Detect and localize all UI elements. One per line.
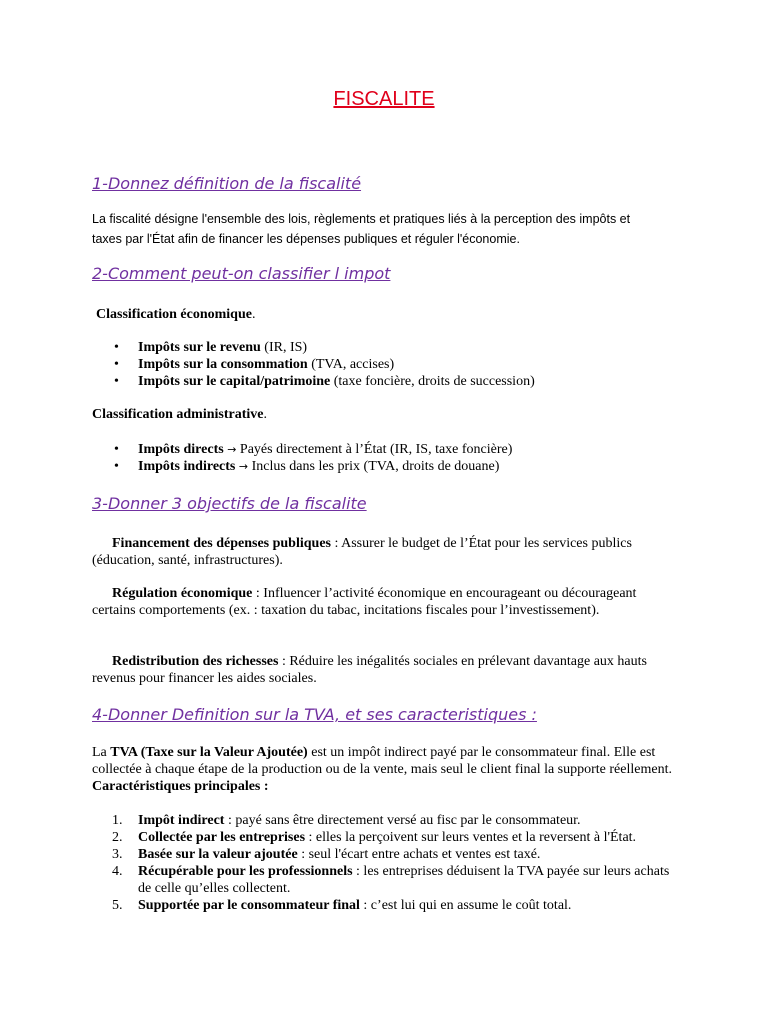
- document-title: FISCALITE: [333, 88, 435, 110]
- list-item: • Impôts directs → Payés directement à l’État (IR, IS, taxe foncière): [114, 442, 513, 457]
- objective-paragraph: Financement des dépenses publiques : Assurer le budget de l’État pour les services publics (éducation, santé, infrastructures).: [92, 536, 632, 568]
- section-1-heading: 1-Donnez définition de la fiscalité: [92, 174, 362, 193]
- arrow-right-icon: →: [238, 460, 249, 473]
- list-item: • Impôts indirects → Inclus dans les prix (TVA, droits de douane): [114, 459, 500, 474]
- bullet-icon: •: [114, 459, 119, 474]
- list-item: 5. Supportée par le consommateur final : c’est lui qui en assume le coût total.: [112, 898, 572, 913]
- list-item: 3. Basée sur la valeur ajoutée : seul l'écart entre achats et ventes est taxé.: [112, 847, 541, 862]
- section-2-heading: 2-Comment peut-on classifier l impot: [92, 264, 391, 283]
- list-item: 2. Collectée par les entreprises : elles la perçoivent sur leurs ventes et la reversent à l'État.: [112, 830, 637, 845]
- section-3-heading: 3-Donner 3 objectifs de la fiscalite: [92, 494, 367, 513]
- objective-paragraph: Régulation économique : Influencer l’activité économique en encourageant ou décourageant certains comportements (ex. : taxation du tabac, incitations fiscales pour l’investissement).: [92, 586, 637, 618]
- list-item: • Impôts sur le capital/patrimoine (taxe foncière, droits de succession): [114, 374, 535, 389]
- section-4-heading: 4-Donner Definition sur la TVA, et ses caracteristiques :: [92, 705, 537, 724]
- tva-characteristics-list: [92, 812, 682, 914]
- bullet-icon: •: [114, 340, 119, 355]
- classification-administrative-title: Classification administrative.: [92, 407, 267, 422]
- bullet-icon: •: [114, 374, 119, 389]
- list-item: 4. Récupérable pour les professionnels : les entreprises déduisent la TVA payée sur leurs achats de celle qu’elles collectent.: [112, 864, 670, 896]
- bullet-icon: •: [114, 357, 119, 372]
- administrative-list: [92, 441, 682, 475]
- list-item: 1. Impôt indirect : payé sans être directement versé au fisc par le consommateur.: [112, 813, 581, 828]
- list-item: • Impôts sur la consommation (TVA, accises): [114, 357, 395, 372]
- economic-list: [92, 339, 682, 390]
- objective-paragraph: Redistribution des richesses : Réduire les inégalités sociales en prélevant davantage aux hauts revenus pour financer les aides sociales.: [92, 654, 647, 686]
- classification-economique-title: Classification économique.: [96, 307, 256, 322]
- section-1-text: La fiscalité désigne l'ensemble des lois, règlements et pratiques liés à la perception des impôts et taxes par l'État afin de financer les dépenses publiques et réguler l'économie.: [92, 212, 631, 246]
- list-item: • Impôts sur le revenu (IR, IS): [114, 340, 308, 355]
- arrow-right-icon: →: [227, 443, 237, 456]
- bullet-icon: •: [114, 442, 119, 457]
- tva-intro-paragraph: La TVA (Taxe sur la Valeur Ajoutée) est un impôt indirect payé par le consommateur final. Elle est collectée à chaque étape de la production ou de la vente, mais seul le client final la supporte réellement. Caractéristiques principales :: [92, 745, 672, 794]
